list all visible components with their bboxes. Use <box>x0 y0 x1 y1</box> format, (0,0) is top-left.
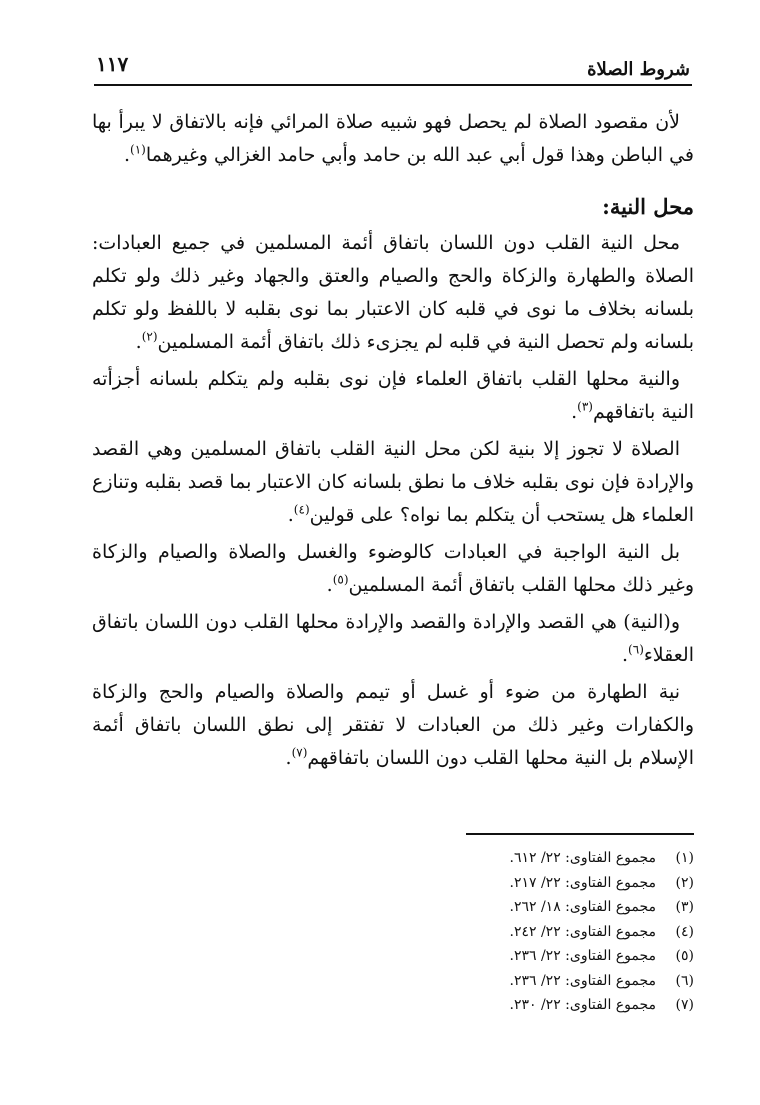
paragraph-6: و(النية) هي القصد والإرادة والقصد والإرادة محلها القلب دون اللسان باتفاق العقلاء$^{(٦)}$. <box>92 611 694 666</box>
footnote-ref-4: (٤) <box>293 502 310 517</box>
section-heading: محل النية: <box>602 194 694 219</box>
page-header <box>96 46 690 82</box>
footnotes <box>374 846 694 1018</box>
paragraph-2: محل النية القلب دون اللسان باتفاق أئمة المسلمين في جميع العبادات: الصلاة والطهارة والزكاة والحج والصيام والعتق والجهاد وغير ذلك ولو تكلم بلسانه بخلاف ما نوى في قلبه كان الاعتبار بما نوى بقلبه لا باللفظ ولو تكلم بلسانه ولم تحصل النية في قلبه لم يجزىء ذلك باتفاق أئمة المسلمين$^{(٢)}$. <box>92 232 694 353</box>
footnote-item: (٢) مجموع الفتاوى: ٢٢/ ٢١٧. <box>509 874 694 891</box>
paragraph-4: الصلاة لا تجوز إلا بنية لكن محل النية القلب باتفاق المسلمين وهي القصد والإرادة فإن نوى بقلبه خلاف ما نطق بلسانه كان الاعتبار بما قصد بقلبه وتنازع العلماء هل يستحب أن يتكلم بما نواه؟ على قولين$^{(٤)}$. <box>92 438 694 526</box>
header-rule <box>94 84 692 86</box>
footnote-ref-7: (٧) <box>291 745 308 760</box>
footnote-item: (٤) مجموع الفتاوى: ٢٢/ ٢٤٢. <box>509 923 694 940</box>
footnote-item: (٥) مجموع الفتاوى: ٢٢/ ٢٣٦. <box>509 948 694 964</box>
footnote-ref-6: (٦) <box>628 642 644 657</box>
footnote-item: (١) مجموع الفتاوى: ٢٢/ ٦١٢. <box>509 850 694 866</box>
main-text <box>92 106 694 779</box>
paragraph-3: والنية محلها القلب باتفاق العلماء فإن نوى بقلبه ولم يتكلم بلسانه أجزأته النية باتفاقهم$^{(٣)}$. <box>92 368 694 423</box>
footnote-ref-5: (٥) <box>332 572 349 587</box>
footnote-rule <box>466 833 694 835</box>
paragraph-7: نية الطهارة من ضوء أو غسل أو تيمم والصلاة والصيام والحج والزكاة والكفارات وغير ذلك من العبادات لا تفتقر إلى نطق اللسان باتفاق أئمة الإسلام بل النية محلها القلب دون اللسان باتفاقهم$^{(٧)}$. <box>92 681 694 769</box>
paragraph-1: لأن مقصود الصلاة لم يحصل فهو شبيه صلاة المرائي فإنه بالاتفاق لا يبرأ بها في الباطن وهذا قول أبي عبد الله بن حامد وأبي حامد الغزالي وغيرهما$^{(١)}$. <box>92 111 694 166</box>
footnote-item: (٧) مجموع الفتاوى: ٢٢/ ٢٣٠. <box>509 997 694 1013</box>
page-number: ١١٧ <box>96 52 129 76</box>
footnote-item: (٦) مجموع الفتاوى: ٢٢/ ٢٣٦. <box>509 972 694 989</box>
running-title: شروط الصلاة <box>587 59 690 80</box>
footnote-ref-3: (٣) <box>577 399 593 414</box>
footnote-ref-1: (١) <box>130 142 146 157</box>
paragraph-5: بل النية الواجبة في العبادات كالوضوء والغسل والصلاة والصيام والزكاة وغير ذلك محلها القلب باتفاق أئمة المسلمين$^{(٥)}$. <box>92 541 694 596</box>
footnote-ref-2: (٢) <box>141 329 158 344</box>
footnote-item: (٣) مجموع الفتاوى: ١٨/ ٢٦٢. <box>509 899 694 915</box>
